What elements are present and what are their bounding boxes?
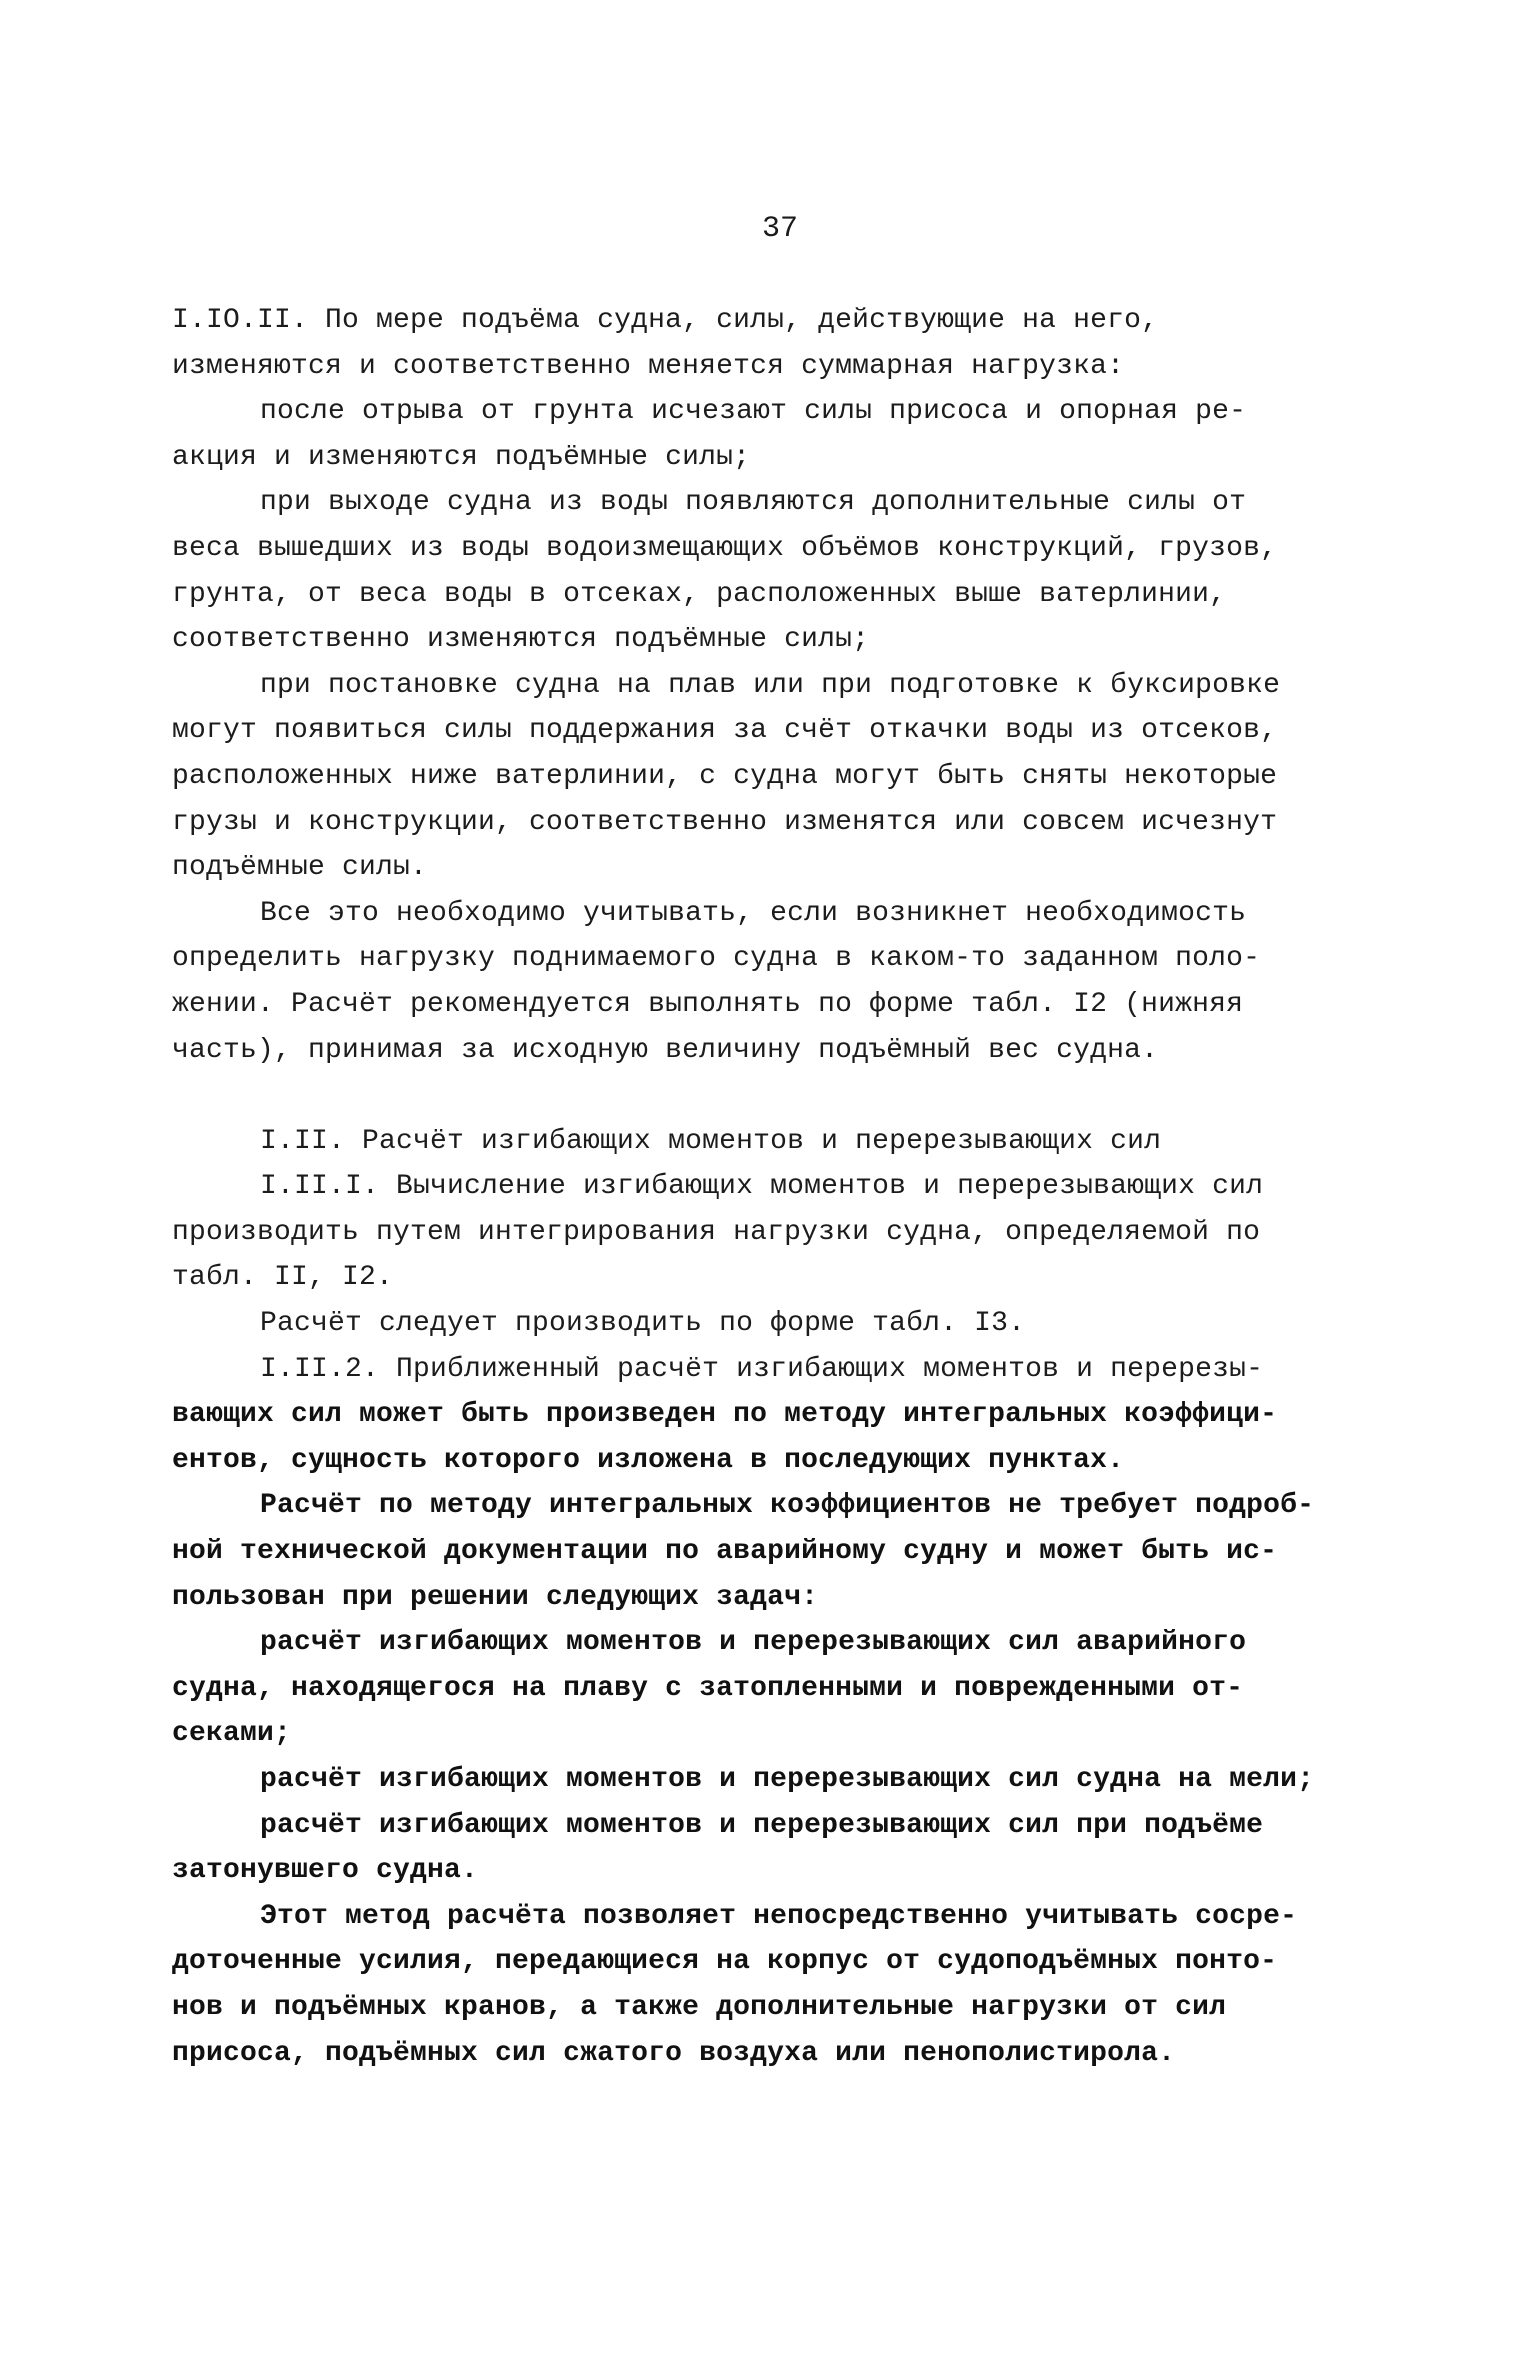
text-line: I.II.2. Приближенный расчёт изгибающих моментов и перерезы- xyxy=(260,1353,1264,1385)
text-line: затонувшего судна. xyxy=(172,1855,479,1887)
text-line: I.IO.II. По мере подъёма судна, силы, действующие на него, xyxy=(172,305,1159,336)
text-line: жении. Расчёт рекомендуется выполнять по форме табл. I2 (нижняя xyxy=(172,988,1244,1020)
text-line: после отрыва от грунта исчезают силы присоса и опорная ре- xyxy=(260,396,1247,428)
text-line: веса вышедших из воды водоизмещающих объёмов конструкций, грузов, xyxy=(172,532,1278,564)
text-line: судна, находящегося на плаву с затопленными и поврежденными от- xyxy=(172,1672,1244,1704)
text-line: при постановке судна на плав или при подготовке к буксировке xyxy=(260,669,1281,701)
text-line: ентов, сущность которого изложена в последующих пунктах. xyxy=(172,1444,1125,1476)
text-line: Расчёт по методу интегральных коэффициентов не требует подроб- xyxy=(260,1490,1315,1522)
text-line: производить путем интегрирования нагрузки судна, определяемой по xyxy=(172,1216,1261,1248)
text-line: соответственно изменяются подъёмные силы; xyxy=(172,624,870,656)
text-line: I.II.I. Вычисление изгибающих моментов и перерезывающих сил xyxy=(260,1171,1264,1203)
text-line: Этот метод расчёта позволяет непосредственно учитывать сосре- xyxy=(260,1900,1298,1932)
text-line: ной технической документации по аварийному судну и может быть ис- xyxy=(172,1536,1278,1568)
text-line: могут появиться силы поддержания за счёт откачки воды из отсеков, xyxy=(172,715,1278,747)
text-line: расположенных ниже ватерлинии, с судна могут быть сняты некоторые xyxy=(172,760,1278,792)
text-line: грунта, от веса воды в отсеках, расположенных выше ватерлинии, xyxy=(172,578,1227,610)
text-line: расчёт изгибающих моментов и перерезывающих сил аварийного xyxy=(260,1627,1247,1659)
text-line: секами; xyxy=(172,1718,292,1750)
text-line: при выходе судна из воды появляются дополнительные силы от xyxy=(260,487,1247,519)
text-line: доточенные усилия, передающиеся на корпус от судоподъёмных понто- xyxy=(172,1946,1278,1978)
text-line: нов и подъёмных кранов, а также дополнительные нагрузки от сил xyxy=(172,1991,1227,2023)
text-line: изменяются и соответственно меняется суммарная нагрузка: xyxy=(172,350,1125,382)
paragraph-gap xyxy=(172,1073,1394,1119)
body-text xyxy=(172,298,1394,2076)
text-line: вающих сил может быть произведен по методу интегральных коэффици- xyxy=(172,1399,1278,1431)
text-line: расчёт изгибающих моментов и перерезывающих сил при подъёме xyxy=(260,1809,1264,1841)
text-line: присоса, подъёмных сил сжатого воздуха или пенополистирола. xyxy=(172,2037,1176,2069)
text-line: подъёмные силы. xyxy=(172,852,428,884)
text-line: Расчёт следует производить по форме табл. I3. xyxy=(260,1308,1026,1340)
text-line: грузы и конструкции, соответственно изменятся или совсем исчезнут xyxy=(172,806,1278,838)
text-line: определить нагрузку поднимаемого судна в каком-то заданном поло- xyxy=(172,943,1261,975)
text-line: акция и изменяются подъёмные силы; xyxy=(172,441,751,473)
text-line: табл. II, I2. xyxy=(172,1262,394,1294)
text-line: часть), принимая за исходную величину подъёмный вес судна. xyxy=(172,1034,1159,1066)
section-heading: I.II. Расчёт изгибающих моментов и перерезывающих сил xyxy=(260,1125,1162,1157)
text-line: пользован при решении следующих задач: xyxy=(172,1581,819,1613)
text-line: расчёт изгибающих моментов и перерезывающих сил судна на мели; xyxy=(260,1764,1315,1795)
text-line: Все это необходимо учитывать, если возникнет необходимость xyxy=(260,897,1247,929)
page-number: 37 xyxy=(762,212,799,246)
